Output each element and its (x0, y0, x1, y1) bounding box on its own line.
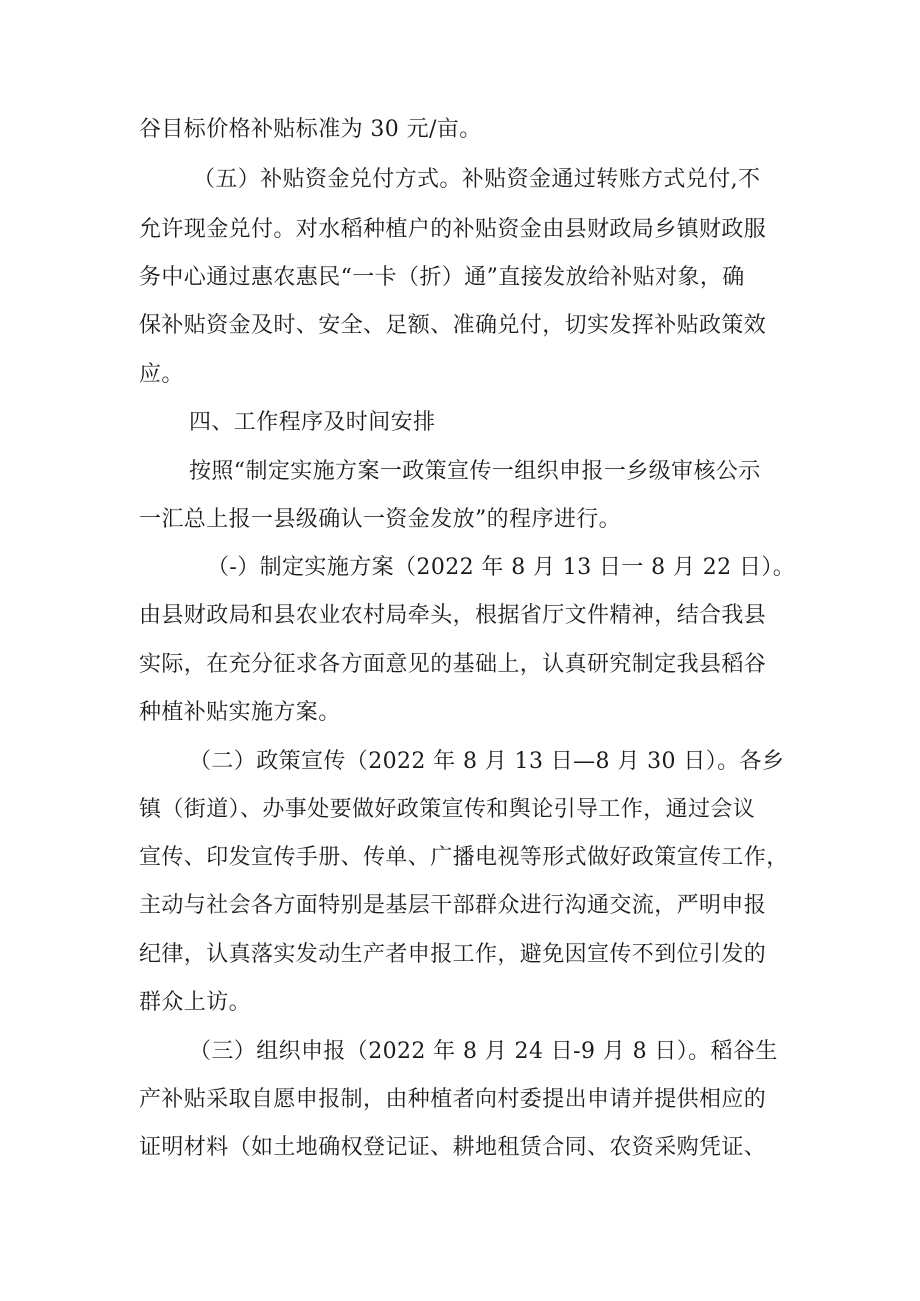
text-line: 由县财政局和县农业农村局牵头，根据省厅文件精神，结合我县 (139, 603, 767, 628)
text-line: 按照“制定实施方案一政策宣传一组织申报一乡级审核公示 (189, 459, 761, 484)
text-line: 产补贴采取自愿申报制，由种植者向村委提出申请并提供相应的 (139, 1087, 767, 1112)
text-line: 一汇总上报一县级确认一资金发放”的程序进行。 (139, 507, 622, 532)
text-line: 证明材料（如土地确权登记证、耕地租赁合同、农资采购凭证、 (139, 1135, 767, 1160)
text-line: 务中心通过惠农惠民“一卡（折）通”直接发放给补贴对象，确 (139, 265, 745, 290)
text-line: 应。 (139, 362, 184, 387)
text-line: 纪律，认真落实发动生产者申报工作，避免因宣传不到位引发的 (139, 942, 767, 967)
text-line: 种植补贴实施方案。 (139, 700, 341, 725)
text-line: 保补贴资金及时、安全、足额、准确兑付，切实发挥补贴政策效 (139, 313, 767, 338)
text-line: 实际，在充分征求各方面意见的基础上，认真研究制定我县稻谷 (139, 652, 767, 677)
text-line: （三）组织申报（2022 年 8 月 24 日-9 月 8 日）。稻谷生 (189, 1039, 778, 1064)
text-line: 镇（街道）、办事处要做好政策宣传和舆论引导工作，通过会议 (139, 797, 756, 822)
text-line: 主动与社会各方面特别是基层干部群众进行沟通交流，严明申报 (139, 893, 767, 918)
text-line: （二）政策宣传（2022 年 8 月 13 日—8 月 30 日）。各乡 (189, 749, 785, 774)
section-heading: 四、工作程序及时间安排 (189, 410, 436, 435)
text-line: （五）补贴资金兑付方式。补贴资金通过转账方式兑付,不 (193, 167, 761, 192)
text-line: （-）制定实施方案（2022 年 8 月 13 日一 8 月 22 日）。 (207, 555, 796, 580)
text-line: 谷目标价格补贴标准为 30 元/亩。 (139, 117, 482, 142)
text-line: 宣传、印发宣传手册、传单、广播电视等形式做好政策宣传工作， (139, 845, 789, 870)
text-line: 群众上访。 (139, 990, 252, 1015)
text-line: 允许现金兑付。对水稻种植户的补贴资金由县财政局乡镇财政服 (139, 217, 767, 242)
